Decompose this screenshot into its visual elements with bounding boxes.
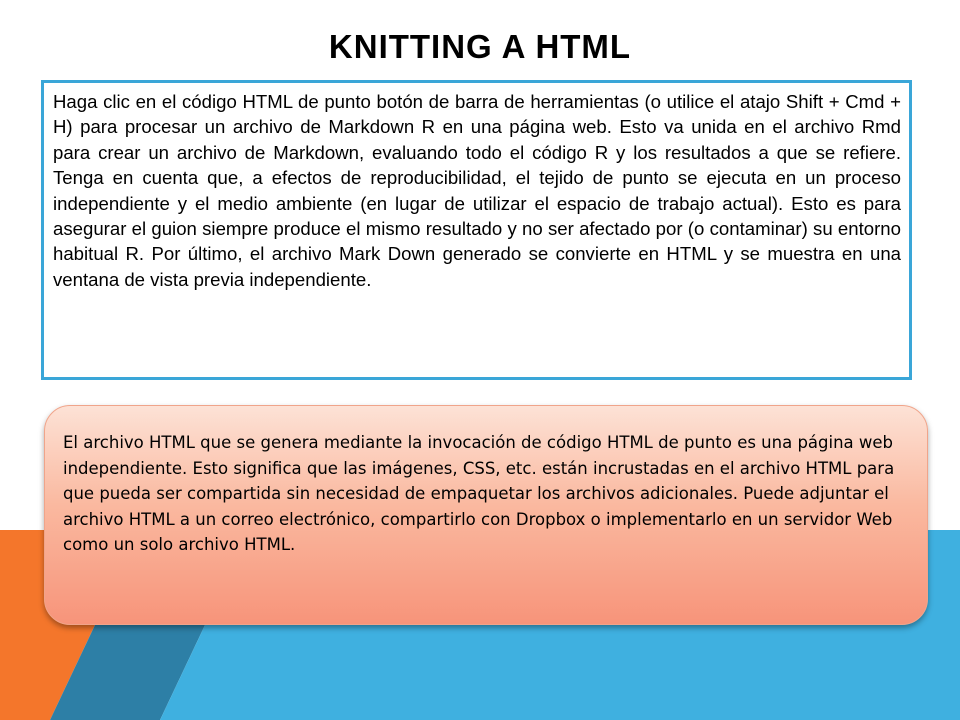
callout-paragraph: El archivo HTML que se genera mediante la invocación de código HTML de punto es una página web independiente. Esto significa que las imágenes, CSS, etc. están incrustadas en el archivo HTML para que pueda ser compartida sin necesidad de empaquetar los archivos adicionales. Puede adjuntar el archivo HTML a un correo electrónico, compartirlo con Dropbox o implementarlo en un servidor Web como un solo archivo HTML. <box>63 433 895 554</box>
callout-box <box>44 405 928 625</box>
main-paragraph: Haga clic en el código HTML de punto botón de barra de herramientas (o utilice el atajo Shift + Cmd + H) para procesar un archivo de Markdown R en una página web. Esto va unida en el archivo Rmd para crear un archivo de Markdown, evaluando todo el código R y los resultados a que se refiere. Tenga en cuenta que, a efectos de reproducibilidad, el tejido de punto se ejecuta en un proceso independiente y el medio ambiente (en lugar de utilizar el espacio de trabajo actual). Esto es para asegurar el guion siempre produce el mismo resultado y no ser afectado por (o contaminar) su entorno habitual R. Por último, el archivo Mark Down generado se convierte en HTML y se muestra en una ventana de vista previa independiente. <box>53 91 901 290</box>
main-text-box <box>41 80 912 380</box>
slide-title: KNITTING A HTML <box>328 28 632 65</box>
